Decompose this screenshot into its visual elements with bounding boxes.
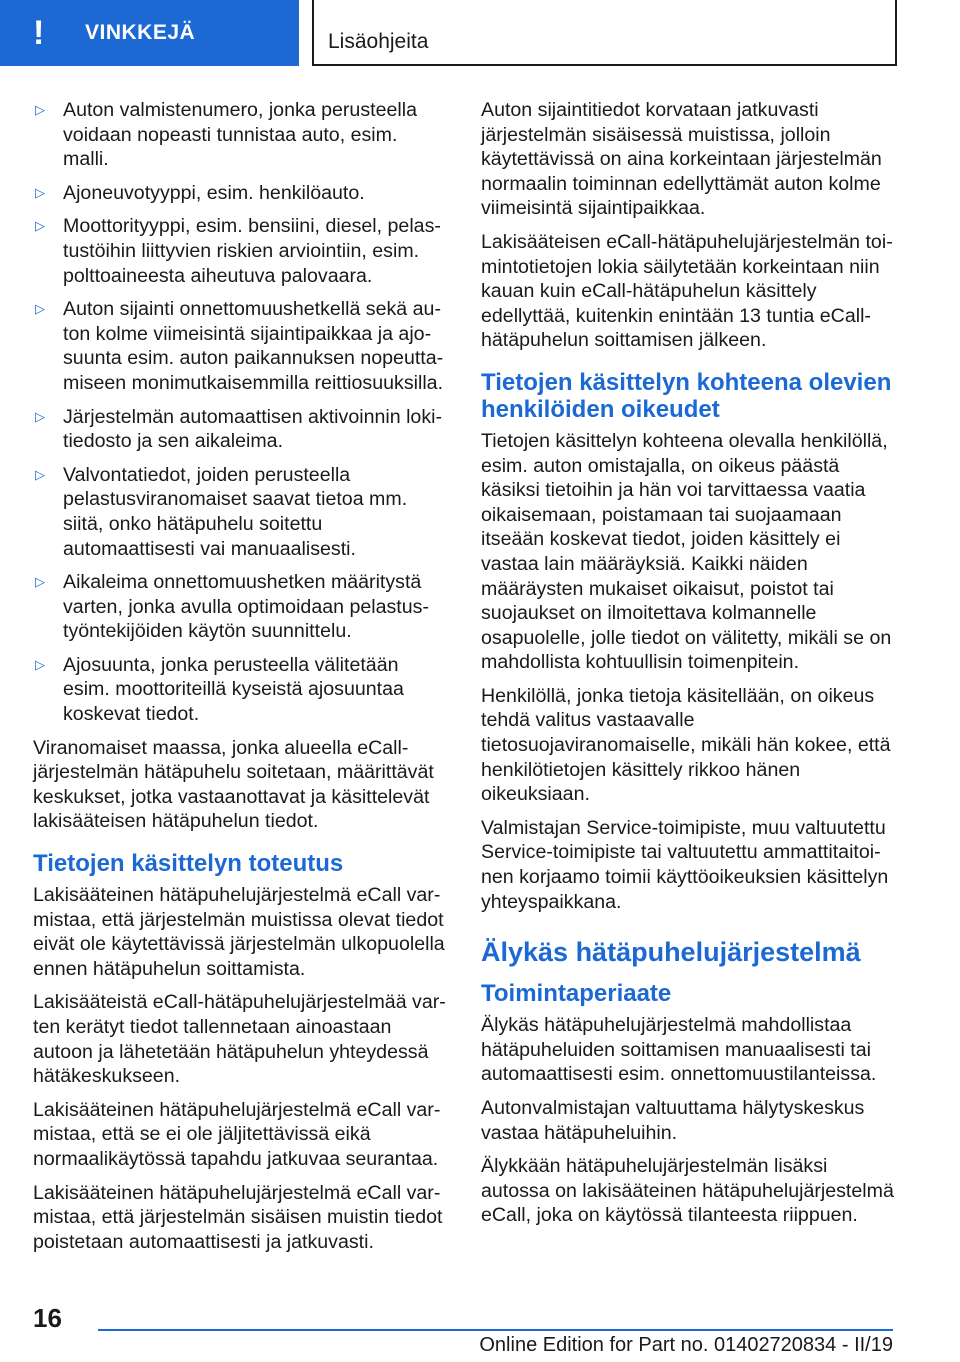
right-column <box>481 98 896 1237</box>
section-tab <box>0 0 299 66</box>
page-header <box>0 0 960 66</box>
list-item: ▷ Järjestelmän automaattisen aktivoinnin lokitiedosto ja sen aikaleima. <box>35 405 443 453</box>
paragraph: Valmistajan Service-toimipiste, muu valtuutettu Service-toimipiste tai valtuutettu ammattitaitoinen korjaamo toimii käyttöoikeuksien käsittelyn yhteyspaikkana. <box>481 816 889 913</box>
paragraph: Älykkään hätäpuhelujärjestelmän lisäksi autossa on lakisääteinen hätäpuhelujärjestelmä eCall, joka on käytössä tilanteesta riippuen. <box>481 1155 894 1227</box>
list-item: ▷ Auton sijainti onnettomuushetkellä sekä auton kolme viimeisintä sijaintipaikkaa ja ajosuunta esim. auton paikannuksen nopeuttamiseen monimutkaisemmilla reittiosuuksilla. <box>35 298 444 394</box>
paragraph: Autonvalmistajan valtuuttama hälytyskeskus vastaa hätäpuheluihin. <box>481 1097 865 1144</box>
bullet-arrow-icon: ▷ <box>35 408 45 424</box>
bullet-arrow-icon: ▷ <box>35 184 45 200</box>
section-title: VINKKEJÄ <box>85 21 196 44</box>
paragraph: Viranomaiset maassa, jonka alueella eCall-järjestelmän hätäpuhelu soitetaan, määrittävät keskukset, jotka vastaanottavat ja käsittelevät lakisääteisen hätäpuhelun tiedot. <box>33 736 434 833</box>
paragraph: Tietojen käsittelyn kohteena olevalla henkilöllä, esim. auton omistajalla, on oikeus päästä käsiksi tietoihin ja hän voi tarvittaessa vaatia oikaisemaan, poistamaan tai suojaamaan itseään koskevat tiedot, joiden käsittely ei vastaa lain määräyksiä. Kaikki näiden määräysten mukaiset oikaisut, poistot tai suojaukset on ilmoitettava kolmannelle osapuolelle, jolle tiedot on välitetty, mikäli se on mahdollista kohtuullisin toimenpitein. <box>481 429 892 674</box>
exclamation-icon: ! <box>33 14 45 52</box>
paragraph: Henkilöllä, jonka tietoja käsitellään, on oikeus tehdä valitus vastaavalle tietosuojaviranomaiselle, mikäli hän kokee, että henkilötietojen käsittely rikkoo hänen oikeuksiaan. <box>481 684 891 806</box>
paragraph: Älykäs hätäpuhelujärjestelmä mahdollistaa hätäpuheluiden soittamisen manuaalisesti tai automaattisesti esim. onnettomuustilanteissa. <box>481 1014 877 1086</box>
bullet-arrow-icon: ▷ <box>35 574 45 590</box>
bullet-arrow-icon: ▷ <box>35 656 45 672</box>
bullet-arrow-icon: ▷ <box>35 102 45 117</box>
paragraph: Lakisääteinen hätäpuhelujärjestelmä eCall varmistaa, että se ei ole jäljitettävissä eikä normaalikäytössä tapahdu jatkuvaa seurantaa. <box>33 1098 441 1170</box>
chapter-heading: Älykäs hätäpuhelujärjestelmä <box>481 937 861 968</box>
section-heading: Tietojen käsittelyn kohteena olevien henkilöiden oikeudet <box>481 368 892 423</box>
list-item: ▷ Valvontatiedot, joiden perusteella pelastusviranomaiset saavat tietoa mm. siitä, onko hätäpuhelu soitettu automaattisesti vai manuaalisesti. <box>35 463 408 560</box>
bullet-arrow-icon: ▷ <box>35 218 45 234</box>
footer-edition: Online Edition for Part no. 01402720834 - II/19 <box>479 1334 893 1356</box>
paragraph: Auton sijaintitiedot korvataan jatkuvasti järjestelmän sisäisessä muistissa, jolloin käytettävissä on aina korkeintaan järjestelmän normaalin toiminnan edellyttämät auton kolme viimeisintä sijaintipaikkaa. <box>481 99 882 220</box>
list-item: ▷ Ajosuunta, jonka perusteella välitetään esim. moottoriteillä kyseistä ajosuuntaa koskevat tiedot. <box>35 653 404 726</box>
paragraph: Lakisääteisen eCall-hätäpuhelujärjestelmän toimintotietojen lokia säilytetään korkeintaan niin kauan kuin eCall-hätäpuhelun käsittely edellyttää, kuitenkin enintään 13 tuntia eCall-hätäpuhelun soittamisen jälkeen. <box>481 230 893 352</box>
section-heading: Toimintaperiaate <box>481 980 672 1008</box>
paragraph: Lakisääteinen hätäpuhelujärjestelmä eCall varmistaa, että järjestelmän sisäisen muistin tiedot poistetaan automaattisesti ja jatkuvasti. <box>33 1181 443 1253</box>
subsection-frame <box>312 0 897 66</box>
list-item: ▷ Auton valmistenumero, jonka perusteella voidaan nopeasti tunnistaa auto, esim. malli. <box>35 99 417 171</box>
left-column <box>33 98 448 1263</box>
bullet-arrow-icon: ▷ <box>35 301 45 317</box>
paragraph: Lakisääteinen hätäpuhelujärjestelmä eCall varmistaa, että järjestelmän muistissa olevat tiedot eivät ole käytettävissä järjestelmän ulkopuolella ennen hätäpuhelun soittamista. <box>33 884 445 980</box>
list-item: ▷ Aikaleima onnettomuushetken määritystä varten, jonka avulla optimoidaan pelastustyöntekijöiden käytön suunnittelu. <box>35 571 429 643</box>
bullet-arrow-icon: ▷ <box>35 466 45 482</box>
footer-divider <box>98 1329 893 1331</box>
list-item: ▷ Moottorityyppi, esim. bensiini, diesel, pelastustöihin liittyvien riskien arviointiin, esim. polttoaineesta aiheutuva palovaara. <box>35 215 441 287</box>
subsection-title: Lisäohjeita <box>328 30 429 53</box>
section-heading: Tietojen käsittelyn toteutus <box>33 850 344 878</box>
paragraph: Lakisääteistä eCall-hätäpuhelujärjestelmää varten kerätyt tiedot tallennetaan ainoastaan autoon ja lähetetään hätäpuhelun yhteydessä hätäkeskukseen. <box>33 991 446 1088</box>
list-item: ▷ Ajoneuvotyyppi, esim. henkilöauto. <box>35 181 365 204</box>
page-number: 16 <box>33 1303 62 1333</box>
